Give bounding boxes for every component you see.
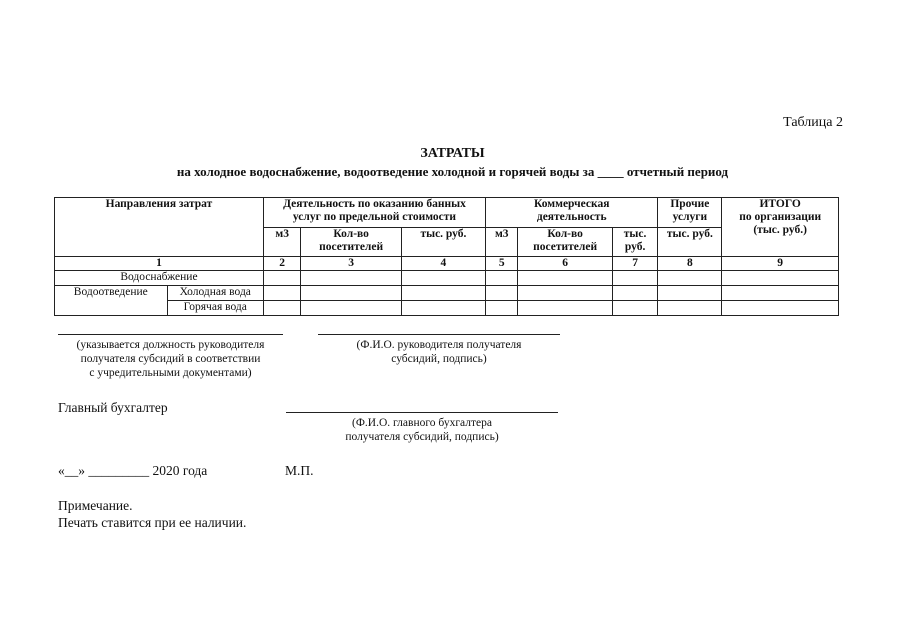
- table-number: Таблица 2: [783, 115, 843, 130]
- table-cell: [263, 301, 301, 316]
- column-number-2: 2: [263, 257, 301, 271]
- table-cell: [612, 271, 658, 286]
- footnote-text: Печать ставится при ее наличии.: [58, 515, 247, 530]
- accountant-signature-line: [286, 412, 558, 413]
- head-position-caption: (указывается должность руководителя получателя субсидий в соответствии с учредительными документами): [76, 339, 265, 379]
- table-cell: [401, 271, 485, 286]
- table-cell: [658, 286, 722, 301]
- row-label-hot-water: Горячая вода: [167, 301, 263, 316]
- table-cell: [301, 271, 401, 286]
- table-cell: [401, 286, 485, 301]
- table-cell: [518, 286, 612, 301]
- row-label-cold-water: Холодная вода: [167, 286, 263, 301]
- column-number-8: 8: [658, 257, 722, 271]
- head-name-caption: (Ф.И.О. руководителя получателя субсидий, подпись): [356, 339, 522, 365]
- header-visitors-commercial: Кол-во посетителей: [518, 228, 612, 257]
- column-number-1: 1: [55, 257, 264, 271]
- footnote-label: Примечание.: [58, 498, 133, 513]
- document-title: ЗАТРАТЫ: [420, 146, 485, 161]
- table-row: [55, 271, 839, 286]
- table-cell: [518, 301, 612, 316]
- header-other-services: Прочие услуги: [658, 198, 722, 228]
- table-cell: [486, 301, 518, 316]
- header-rub-commercial: тыс. руб.: [612, 228, 658, 257]
- chief-accountant-label: Главный бухгалтер: [58, 400, 168, 415]
- column-number-3: 3: [301, 257, 401, 271]
- table-cell: [486, 286, 518, 301]
- header-rub-bath: тыс. руб.: [401, 228, 485, 257]
- column-number-9: 9: [722, 257, 839, 271]
- document-subtitle: на холодное водоснабжение, водоотведение холодной и горячей воды за ____ отчетный период: [176, 164, 729, 179]
- table-cell: [612, 286, 658, 301]
- column-number-4: 4: [401, 257, 485, 271]
- table-cell: [301, 286, 401, 301]
- column-number-7: 7: [612, 257, 658, 271]
- costs-table: [54, 197, 839, 316]
- column-number-5: 5: [486, 257, 518, 271]
- table-cell: [263, 286, 301, 301]
- table-cell: [722, 286, 839, 301]
- head-name-signature-line: [318, 334, 560, 335]
- table-cell: [301, 301, 401, 316]
- header-commercial-activity: Коммерческая деятельность: [486, 198, 658, 228]
- header-cost-directions: Направления затрат: [55, 198, 264, 257]
- header-rub-other: тыс. руб.: [658, 228, 722, 257]
- head-position-signature-line: [58, 334, 283, 335]
- table-cell: [722, 301, 839, 316]
- header-visitors-bath: Кол-во посетителей: [301, 228, 401, 257]
- row-label-drainage: Водоотведение: [55, 286, 168, 316]
- table-cell: [612, 301, 658, 316]
- table-cell: [518, 271, 612, 286]
- table-row: [55, 286, 839, 301]
- accountant-name-caption: (Ф.И.О. главного бухгалтера получателя субсидий, подпись): [345, 417, 499, 443]
- header-total: ИТОГО по организации (тыс. руб.): [722, 198, 839, 257]
- table-cell: [401, 301, 485, 316]
- table-cell: [486, 271, 518, 286]
- table-row: [55, 301, 839, 316]
- header-m3-commercial: м3: [486, 228, 518, 257]
- header-m3-bath: м3: [263, 228, 301, 257]
- stamp-placeholder: М.П.: [285, 463, 314, 478]
- row-label-water-supply: Водоснабжение: [55, 271, 264, 286]
- table-cell: [658, 271, 722, 286]
- column-number-6: 6: [518, 257, 612, 271]
- table-cell: [658, 301, 722, 316]
- table-cell: [722, 271, 839, 286]
- header-bath-services: Деятельность по оказанию банных услуг по предельной стоимости: [263, 198, 485, 228]
- date-line: «__» _________ 2020 года: [58, 463, 208, 478]
- table-cell: [263, 271, 301, 286]
